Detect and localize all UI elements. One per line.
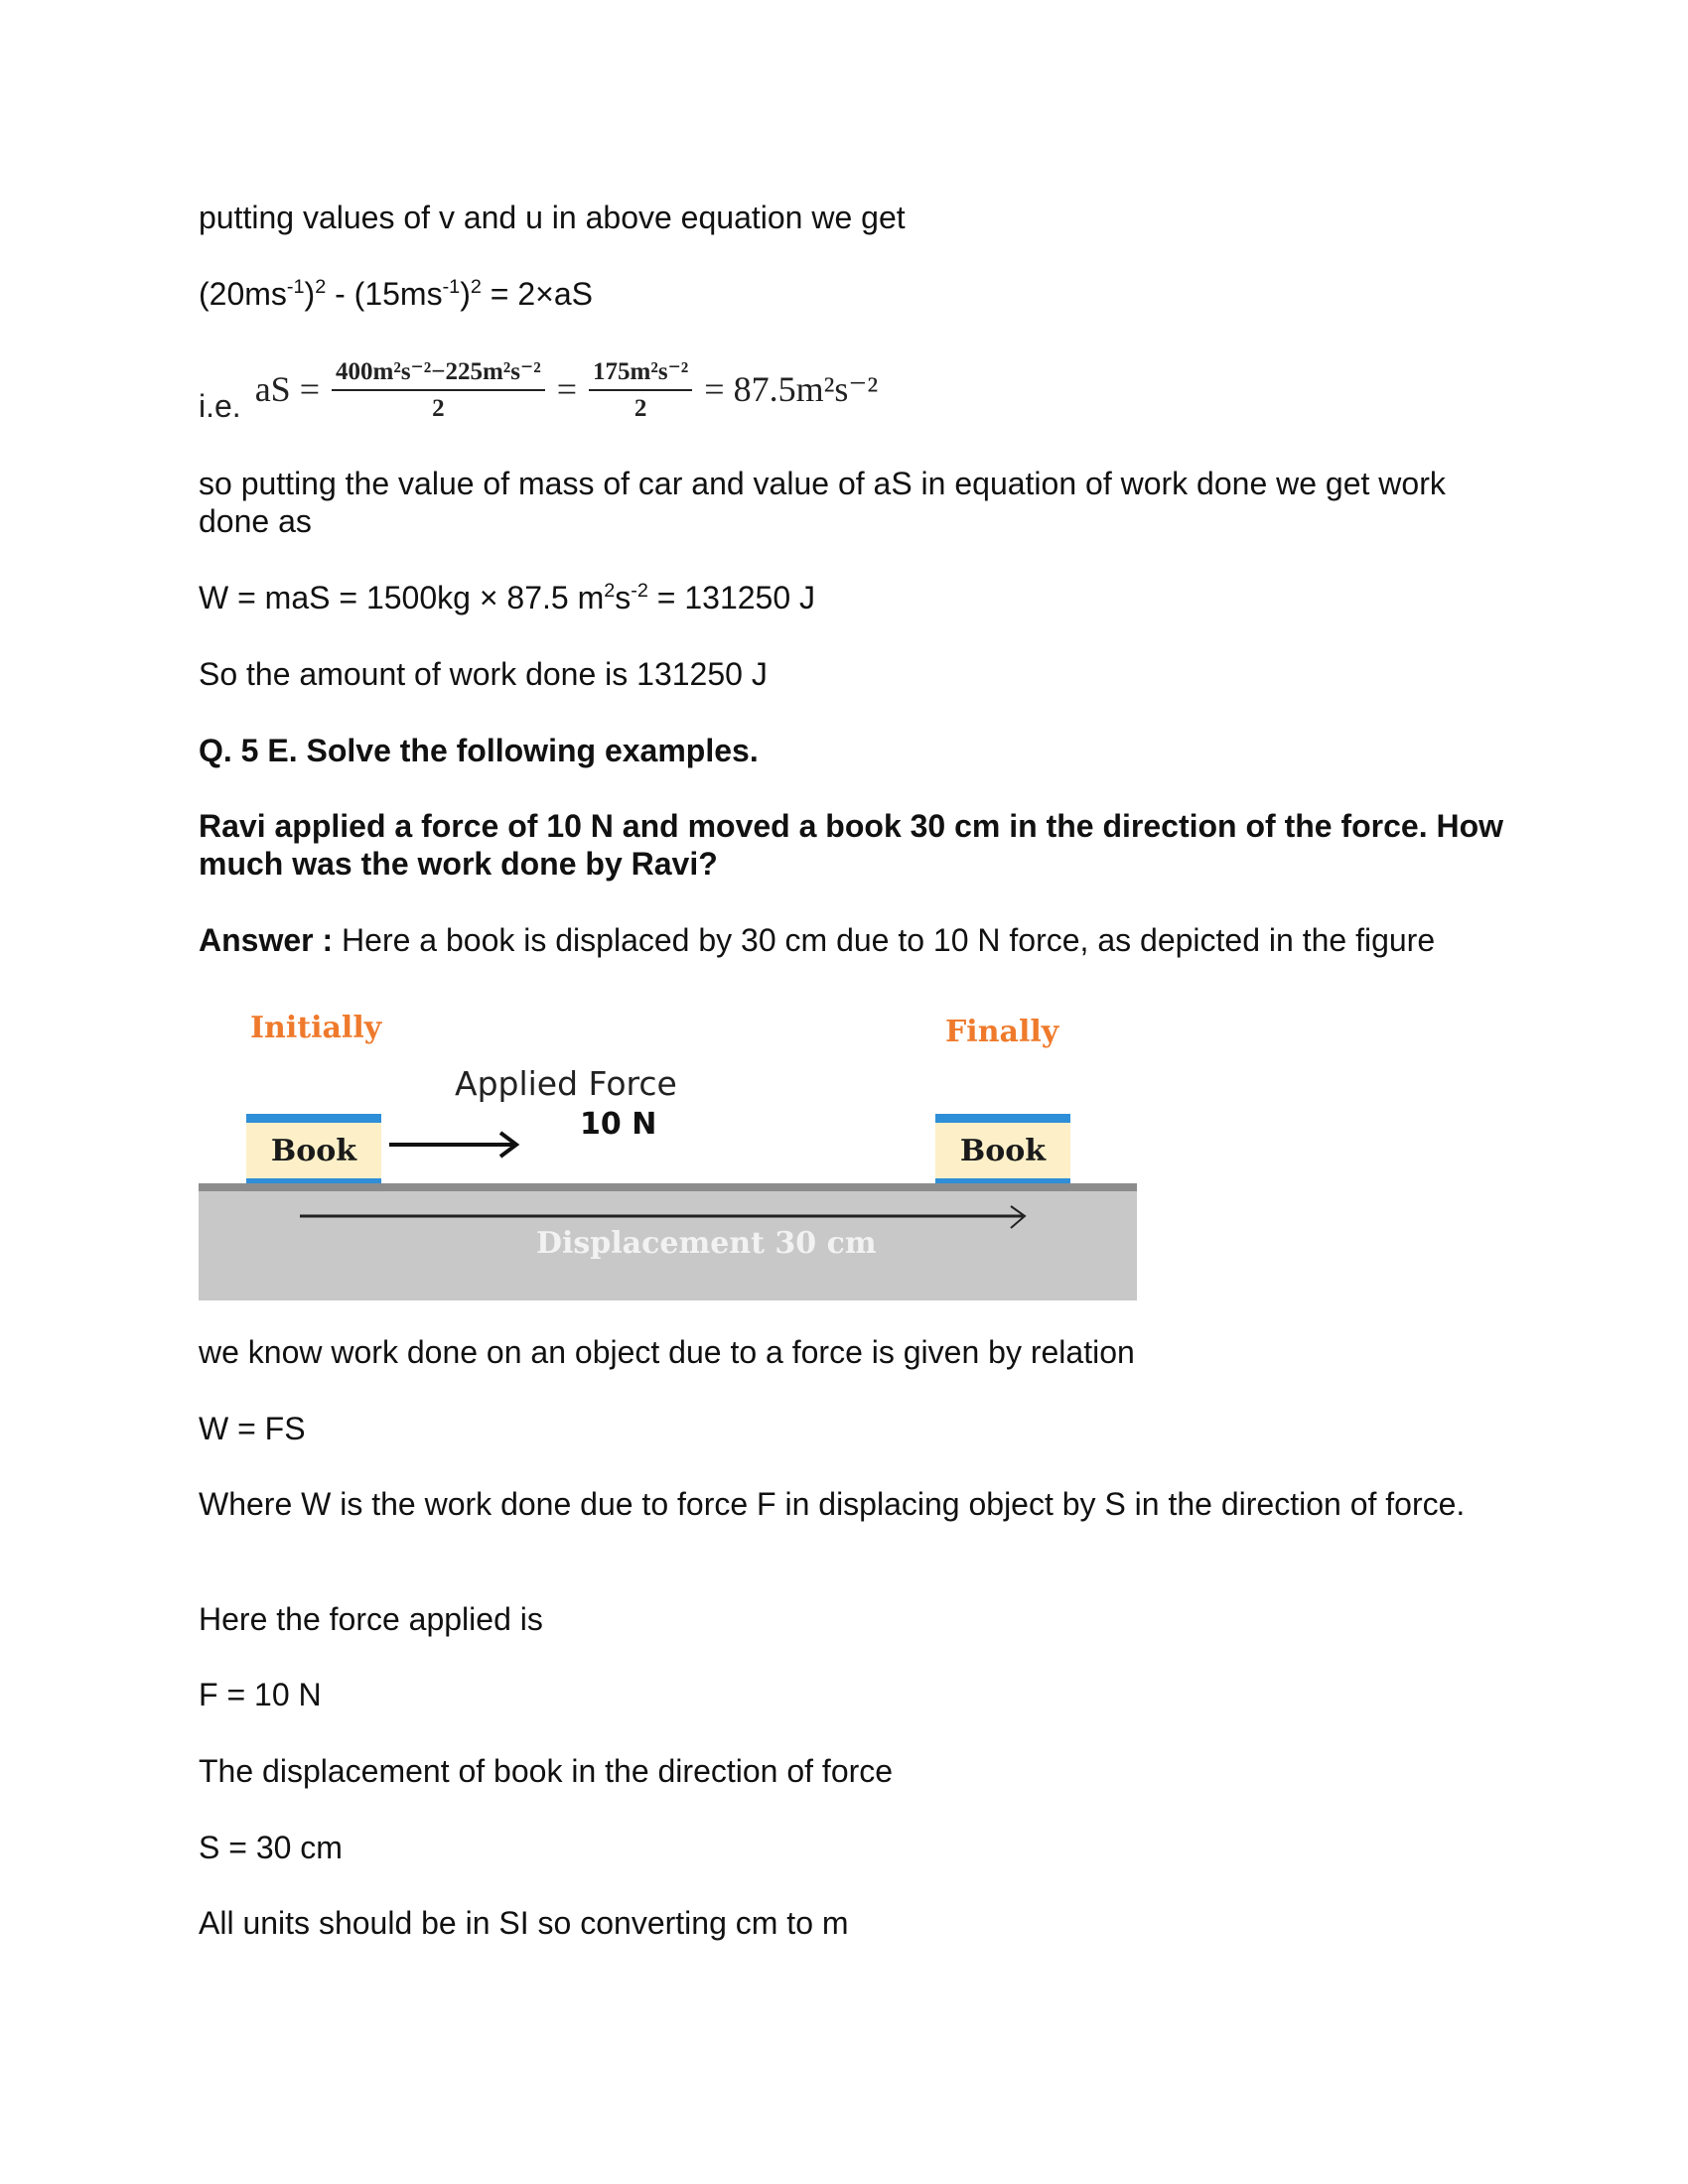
displacement-label: Displacement 30 cm xyxy=(536,1226,877,1261)
ie-label: i.e. xyxy=(199,388,241,424)
solution-line-4: Here the force applied is xyxy=(199,1601,543,1637)
equation-squares: $(20ms^{-1})^2 - (15ms^{-1})^2 = 2\times aS$ xyxy=(199,275,593,312)
initially-label: Initially xyxy=(250,1011,382,1045)
force-value: 10 N xyxy=(580,1107,657,1142)
force-value-line: F = 10 N xyxy=(199,1677,322,1712)
equals: = xyxy=(556,369,578,409)
question-heading: Q. 5 E. Solve the following examples. xyxy=(199,733,759,768)
solution-line-8: All units should be in SI so converting cm to m xyxy=(199,1905,849,1941)
force-displacement-figure xyxy=(199,1003,1142,1300)
lhs: aS = xyxy=(254,369,320,409)
formula-w-fs: W = FS xyxy=(199,1411,306,1446)
answer-line: Answer : Here a book is displaced by 30 cm due to 10 N force, as depicted in the figure xyxy=(199,922,1436,958)
answer-label: Answer : xyxy=(199,922,334,958)
intro-line: putting values of v and u in above equation we get xyxy=(199,200,906,235)
force-arrow-icon xyxy=(387,1130,526,1160)
finally-label: Finally xyxy=(945,1015,1059,1049)
solution-line-3: Where W is the work done due to force F in displacing object by S in the direction of force. xyxy=(199,1486,1466,1522)
book-final: Book xyxy=(935,1114,1070,1185)
fraction-2: $\frac{\text{175m²s⁻²}}{2}$ xyxy=(589,356,692,423)
conclusion: So the amount of work done is 131250 J xyxy=(199,656,768,692)
applied-force-label: Applied Force xyxy=(455,1064,677,1103)
question-text: Ravi applied a force of 10 N and moved a book 30 cm in the direction of the force. How much was the work done by Ravi? xyxy=(199,808,1504,882)
solution-line-6: The displacement of book in the direction of force xyxy=(199,1753,894,1789)
solution-line-1: we know work done on an object due to a force is given by relation xyxy=(199,1334,1135,1370)
as-calculation xyxy=(199,349,886,429)
book-initial: Book xyxy=(246,1114,381,1185)
fraction-1: $\frac{\text{400m²s⁻²−225m²s⁻²}}{2}$ xyxy=(332,356,545,423)
displacement-value-line: S = 30 cm xyxy=(199,1830,343,1865)
result: = 87.5m²s⁻² xyxy=(704,369,879,409)
mass-line: so putting the value of mass of car and value of aS in equation of work done we get work done as xyxy=(199,466,1446,539)
work-equation: W = maS = 1500kg × 87.5 $m^2s^{-2} = 131250$ J xyxy=(199,579,816,615)
